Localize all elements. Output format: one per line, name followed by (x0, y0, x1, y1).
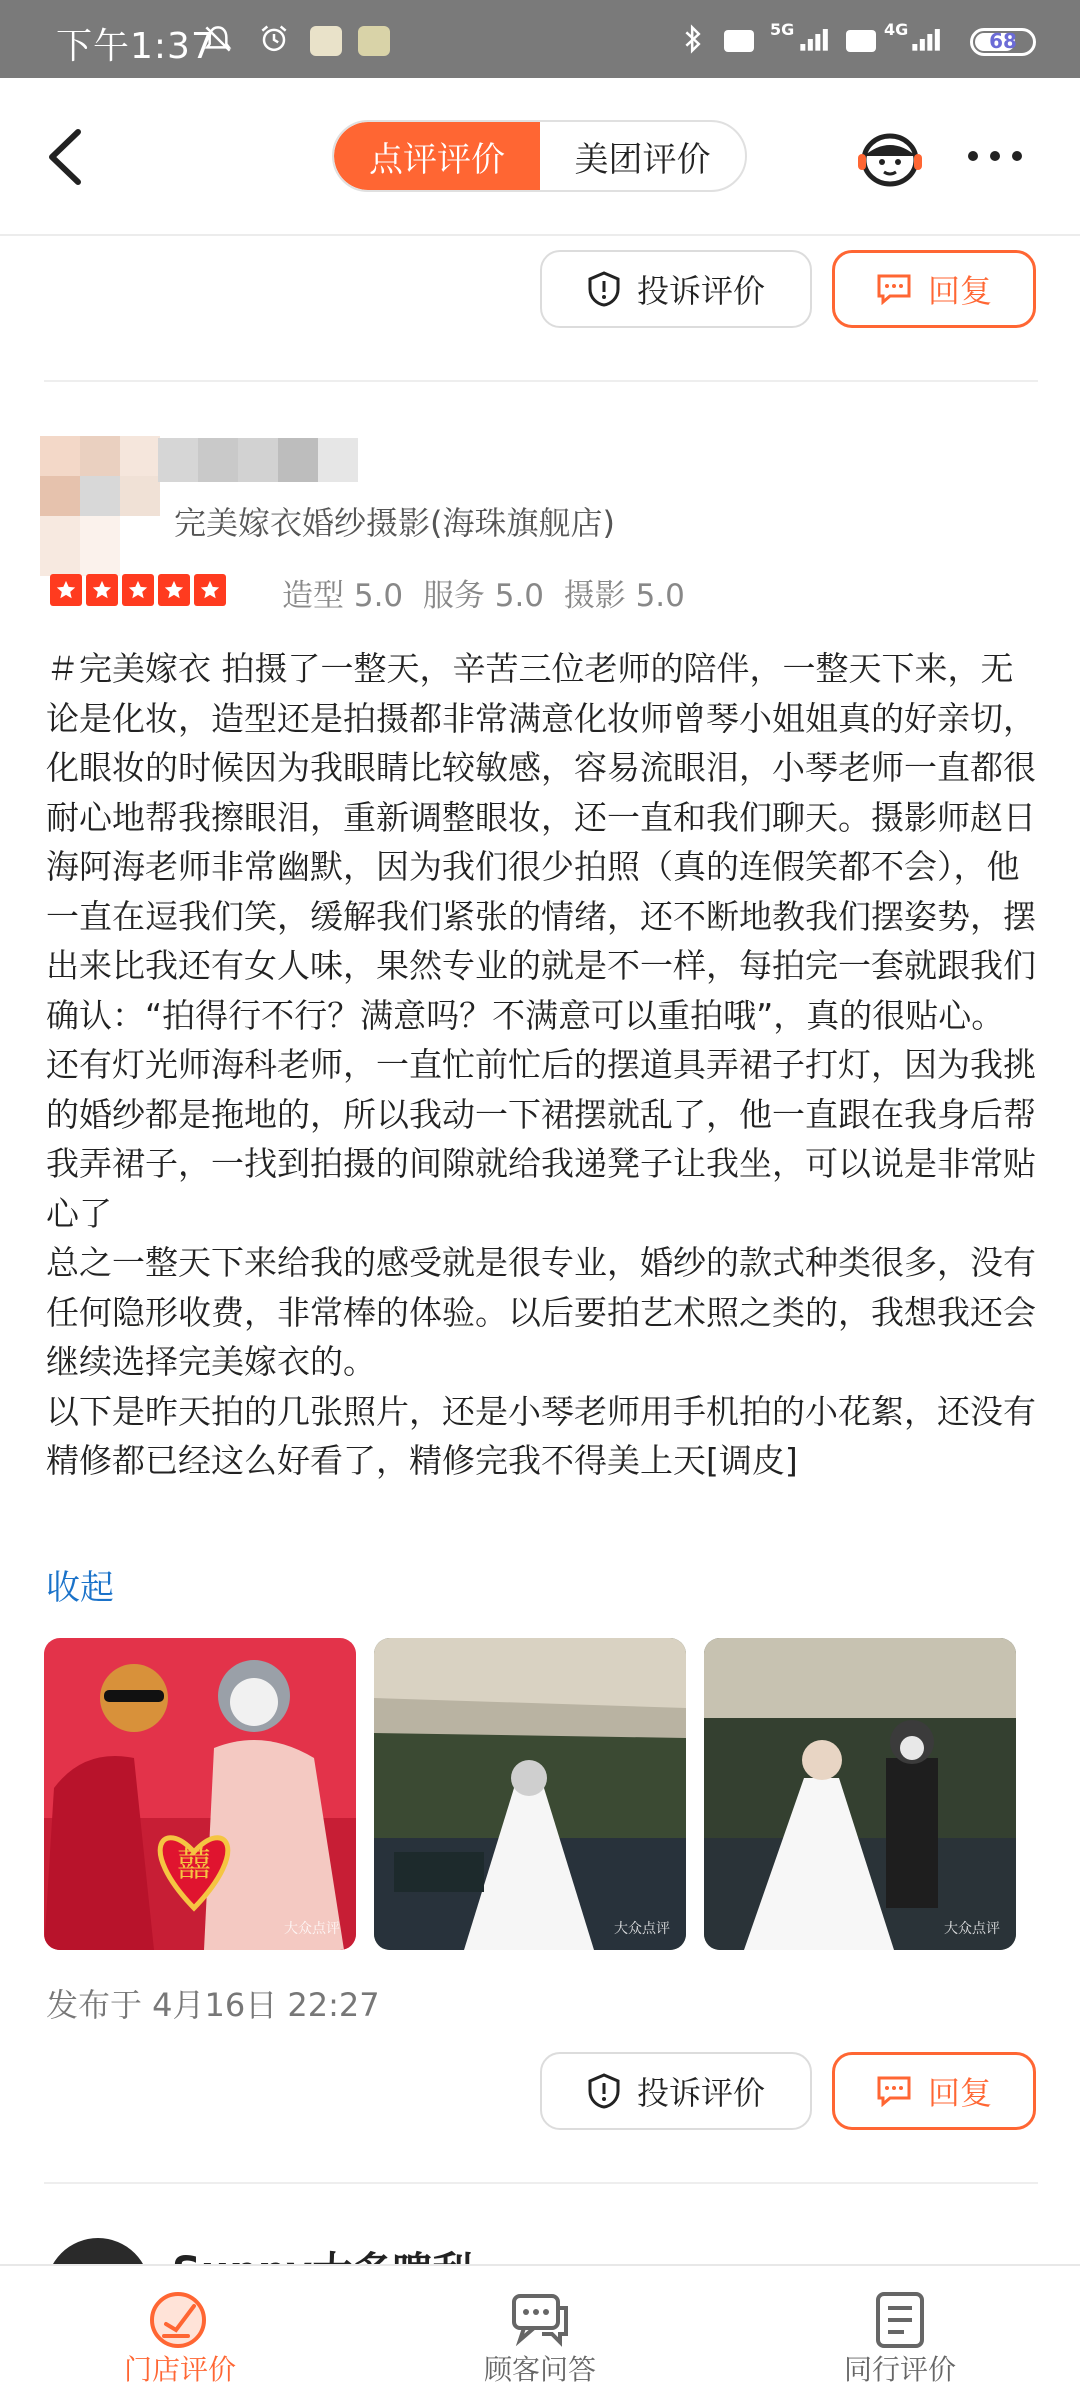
assistant-bot-icon[interactable] (850, 120, 930, 192)
chat-icon (508, 2290, 572, 2350)
reply-button[interactable] (832, 2052, 1036, 2130)
reply-label: 回复 (927, 2074, 992, 2112)
status-bar (0, 0, 1080, 78)
bluetooth-icon (680, 24, 706, 54)
reply-comment-icon (876, 273, 912, 305)
tab-meituan-reviews[interactable]: 美团评价 (574, 139, 711, 180)
review-source-toggle (332, 120, 747, 192)
battery-icon: 68 (970, 28, 1036, 56)
back-arrow-icon[interactable] (40, 124, 100, 190)
review-paragraph: 总之一整天下来给我的感受就是很专业，婚纱的款式种类很多，没有任何隐形收费，非常棒的体验。以后要拍艺术照之类的，我想我还会继续选择完美嫁衣的。 (46, 1243, 1036, 1381)
photo-watermark: 大众点评 (614, 1921, 670, 1937)
app-notification-icon (310, 26, 342, 56)
review-photo[interactable] (374, 1638, 686, 1950)
star-icon (158, 574, 190, 606)
network-type-label: 5G (770, 20, 795, 39)
report-review-label: 投诉评价 (636, 2074, 765, 2112)
star-icon (194, 574, 226, 606)
svg-text:囍: 囍 (177, 1845, 211, 1885)
photo-watermark: 大众点评 (284, 1921, 340, 1937)
reply-comment-icon (876, 2075, 912, 2107)
network-type-label: 4G (884, 20, 909, 39)
star-icon (86, 574, 118, 606)
mute-icon (200, 24, 236, 54)
reply-label: 回复 (927, 272, 992, 310)
star-icon (122, 574, 154, 606)
divider (44, 2182, 1038, 2184)
publish-date: 发布于 4月16日 22:27 (46, 1986, 380, 2024)
reply-button[interactable] (832, 250, 1036, 328)
report-review-label: 投诉评价 (636, 272, 765, 310)
tab-label: 同行评价 (843, 2353, 956, 2386)
review-photo[interactable] (44, 1638, 356, 1950)
report-shield-icon (587, 2073, 621, 2109)
shop-name[interactable]: 完美嫁衣婚纱摄影(海珠旗舰店) (174, 504, 615, 542)
review-text (46, 644, 1036, 1486)
signal-icon (882, 24, 946, 54)
sub-scores: 造型 5.0 服务 5.0 摄影 5.0 (282, 578, 685, 614)
review-photo[interactable] (704, 1638, 1016, 1950)
more-options-icon[interactable] (965, 148, 1025, 164)
status-time: 下午1:37 (56, 26, 215, 67)
star-icon (50, 574, 82, 606)
divider (44, 380, 1038, 382)
tab-customer-qa[interactable] (360, 2266, 720, 2400)
review-paragraph: 以下是昨天拍的几张照片，还是小琴老师用手机拍的小花絮，还没有精修都已经这么好看了，精修完我不得美上天[调皮] (46, 1391, 1036, 1480)
tab-store-reviews[interactable] (0, 2266, 360, 2400)
review-paragraph: ＃完美嫁衣 拍摄了一整天，辛苦三位老师的陪伴，一整天下来，无论是化妆，造型还是拍摄都非常满意化妆师曾琴小姐姐真的好亲切，化眼妆的时候因为我眼睛比较敏感，容易流眼泪，小琴老师一直都很耐心地帮我擦眼泪，重新调整眼妆，还一直和我们聊天。摄影师赵日海阿海老师非常幽默，因为我们很少拍照（真的连假笑都不会），他一直在逗我们笑，缓解我们紧张的情绪，还不断地教我们摆姿势，摆出来比我还有女人味，果然专业的就是不一样，每拍完一套就跟我们确认：“拍得行不行？满意吗？不满意可以重拍哦”，真的很贴心。还有灯光师海科老师，一直忙前忙后的摆道具弄裙子打灯，因为我挑的婚纱都是拖地的，所以我动一下裙摆就乱了，他一直跟在我身后帮我弄裙子，一找到拍摄的间隙就给我递凳子让我坐，可以说是非常贴心了 (46, 649, 1036, 1233)
tab-dianping-reviews[interactable]: 点评评价 (334, 122, 540, 190)
hd-badge-icon (724, 30, 754, 52)
report-shield-icon (587, 271, 621, 307)
report-review-button[interactable] (540, 2052, 812, 2130)
tab-label: 门店评价 (123, 2353, 236, 2386)
reviewer-name-blurred[interactable] (158, 438, 358, 482)
hd-badge-icon (846, 30, 876, 52)
tab-peer-reviews[interactable] (720, 2266, 1080, 2400)
signal-icon (770, 24, 834, 54)
alarm-icon (256, 24, 292, 54)
app-notification-icon (358, 26, 390, 56)
tab-label: 顾客问答 (483, 2353, 596, 2386)
bottom-tab-bar (0, 2264, 1080, 2400)
star-rating (50, 574, 226, 606)
list-icon (868, 2290, 932, 2350)
photo-watermark: 大众点评 (944, 1921, 1000, 1937)
nav-bar (0, 78, 1080, 236)
store-review-icon (148, 2290, 212, 2350)
avatar[interactable] (40, 436, 160, 576)
report-review-button[interactable] (540, 250, 812, 328)
collapse-link[interactable]: 收起 (46, 1568, 114, 1608)
